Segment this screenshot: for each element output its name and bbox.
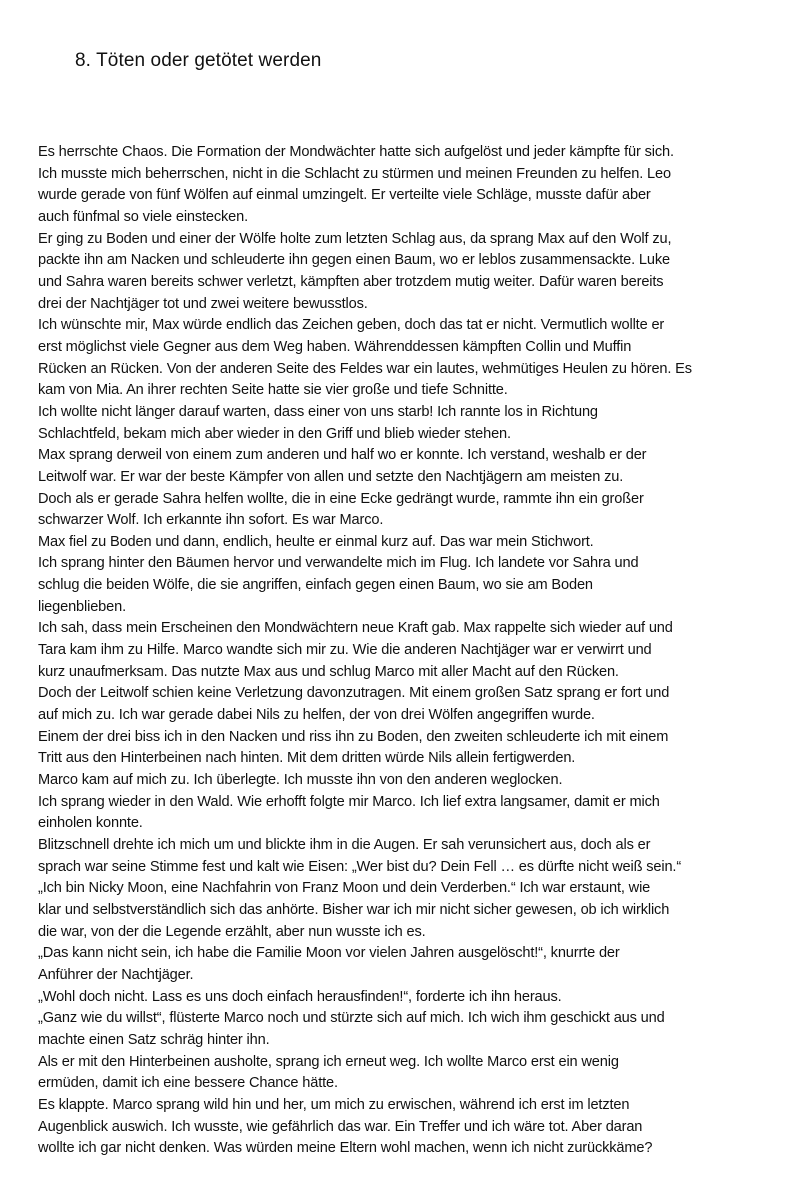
text-line: Max fiel zu Boden und dann, endlich, heulte er einmal kurz auf. Das war mein Stichwort. [38,533,594,550]
text-line: Ich sprang hinter den Bäumen hervor und verwandelte mich im Flug. Ich landete vor Sahra und [38,555,639,572]
text-line: Ich sah, dass mein Erscheinen den Mondwächtern neue Kraft gab. Max rappelte sich wieder auf und [38,620,673,637]
text-line: Tara kam ihm zu Hilfe. Marco wandte sich mir zu. Wie die anderen Nachtjäger war er verwirrt und [38,642,652,659]
text-line: Leitwolf war. Er war der beste Kämpfer von allen und setzte den Nachtjägern am meisten zu. [38,468,624,485]
text-line: liegenblieben. [38,598,126,615]
body-text [38,142,766,1160]
text-line: Ich wünschte mir, Max würde endlich das Zeichen geben, doch das tat er nicht. Vermutlich wollte er [38,317,665,334]
text-line: wollte ich gar nicht denken. Was würden meine Eltern wohl machen, wenn ich nicht zurückkäme? [38,1140,653,1157]
text-line: kam von Mia. An ihrer rechten Seite hatte sie vier große und tiefe Schnitte. [38,382,508,399]
text-line: drei der Nachtjäger tot und zwei weitere bewusstlos. [38,295,368,312]
text-line: auf mich zu. Ich war gerade dabei Nils zu helfen, der von drei Wölfen angegriffen wurde. [38,707,595,724]
text-line: „Ich bin Nicky Moon, eine Nachfahrin von Franz Moon und dein Verderben.“ Ich war erstaunt, wie [38,880,651,897]
text-line: einholen konnte. [38,815,143,832]
text-line: Doch der Leitwolf schien keine Verletzung davonzutragen. Mit einem großen Satz sprang er fort und [38,685,670,702]
text-line: Rücken an Rücken. Von der anderen Seite des Feldes war ein lautes, wehmütiges Heulen zu hören. Es [38,360,692,377]
text-line: Augenblick auswich. Ich wusste, wie gefährlich das war. Ein Treffer und ich wäre tot. Aber daran [38,1118,643,1135]
text-line: machte einen Satz schräg hinter ihn. [38,1031,270,1048]
text-line: klar und selbstverständlich sich das anhörte. Bisher war ich mir nicht sicher gewesen, ob ich wirklich [38,901,670,918]
text-line: schlug die beiden Wölfe, die sie angriffen, einfach gegen einen Baum, wo sie am Boden [38,577,593,594]
text-line: Marco kam auf mich zu. Ich überlegte. Ich musste ihn von den anderen weglocken. [38,772,563,789]
text-line: Blitzschnell drehte ich mich um und blickte ihm in die Augen. Er sah verunsichert aus, doch als er [38,837,651,853]
text-line: Es herrschte Chaos. Die Formation der Mondwächter hatte sich aufgelöst und jeder kämpfte für sich. [38,144,674,160]
text-line: kurz unaufmerksam. Das nutzte Max aus und schlug Marco mit aller Macht auf den Rücken. [38,663,619,680]
text-line: „Das kann nicht sein, ich habe die Familie Moon vor vielen Jahren ausgelöscht!“, knurrte der [38,945,620,962]
text-line: Ich musste mich beherrschen, nicht in die Schlacht zu stürmen und meinen Freunden zu helfen. Leo [38,165,671,182]
text-line: die war, von der die Legende erzählt, aber nun wusste ich es. [38,923,426,940]
text-line: und Sahra waren bereits schwer verletzt, kämpften aber trotzdem mutig weiter. Dafür waren bereits [38,273,664,290]
text-line: packte ihn am Nacken und schleuderte ihn gegen einen Baum, wo er leblos zusammensackte. Luke [38,252,670,269]
text-line: Max sprang derweil von einem zum anderen und half wo er konnte. Ich verstand, weshalb er der [38,447,647,464]
text-line: Tritt aus den Hinterbeinen nach hinten. Mit dem dritten würde Nils allein fertigwerden. [38,750,576,767]
text-line: Doch als er gerade Sahra helfen wollte, die in eine Ecke gedrängt wurde, rammte ihn ein großer [38,490,644,507]
text-line: auch fünfmal so viele einstecken. [38,208,249,225]
text-line: Einem der drei biss ich in den Nacken und riss ihn zu Boden, den zweiten schleuderte ich mit einem [38,728,669,745]
text-line: sprach war seine Stimme fest und kalt wie Eisen: „Wer bist du? Dein Fell … es dürfte nicht weiß sein.“ [38,858,682,875]
text-line: Schlachtfeld, bekam mich aber wieder in den Griff und blieb wieder stehen. [38,425,511,442]
text-line: Ich wollte nicht länger darauf warten, dass einer von uns starb! Ich rannte los in Richtung [38,403,598,420]
text-line: Er ging zu Boden und einer der Wölfe holte zum letzten Schlag aus, da sprang Max auf den Wolf zu, [38,230,672,247]
text-line: ermüden, damit ich eine bessere Chance hätte. [38,1075,338,1092]
text-line: wurde gerade von fünf Wölfen auf einmal umzingelt. Er verteilte viele Schläge, musste dafür aber [38,187,651,204]
text-line: erst möglichst viele Gegner aus dem Weg haben. Währenddessen kämpften Collin und Muffin [38,338,632,355]
text-line: „Ganz wie du willst“, flüsterte Marco noch und stürzte sich auf mich. Ich wich ihm geschickt aus und [38,1010,665,1027]
chapter-title: 8. Töten oder getötet werden [75,50,322,71]
text-line: „Wohl doch nicht. Lass es uns doch einfach herausfinden!“, forderte ich ihn heraus. [38,988,562,1005]
text-line: Anführer der Nachtjäger. [38,966,194,983]
text-line: schwarzer Wolf. Ich erkannte ihn sofort. Es war Marco. [38,512,384,529]
text-line: Es klappte. Marco sprang wild hin und her, um mich zu erwischen, während ich erst im letzten [38,1096,630,1113]
text-line: Ich sprang wieder in den Wald. Wie erhofft folgte mir Marco. Ich lief extra langsamer, damit er mich [38,793,660,810]
text-line: Als er mit den Hinterbeinen ausholte, sprang ich erneut weg. Ich wollte Marco erst ein wenig [38,1053,619,1070]
